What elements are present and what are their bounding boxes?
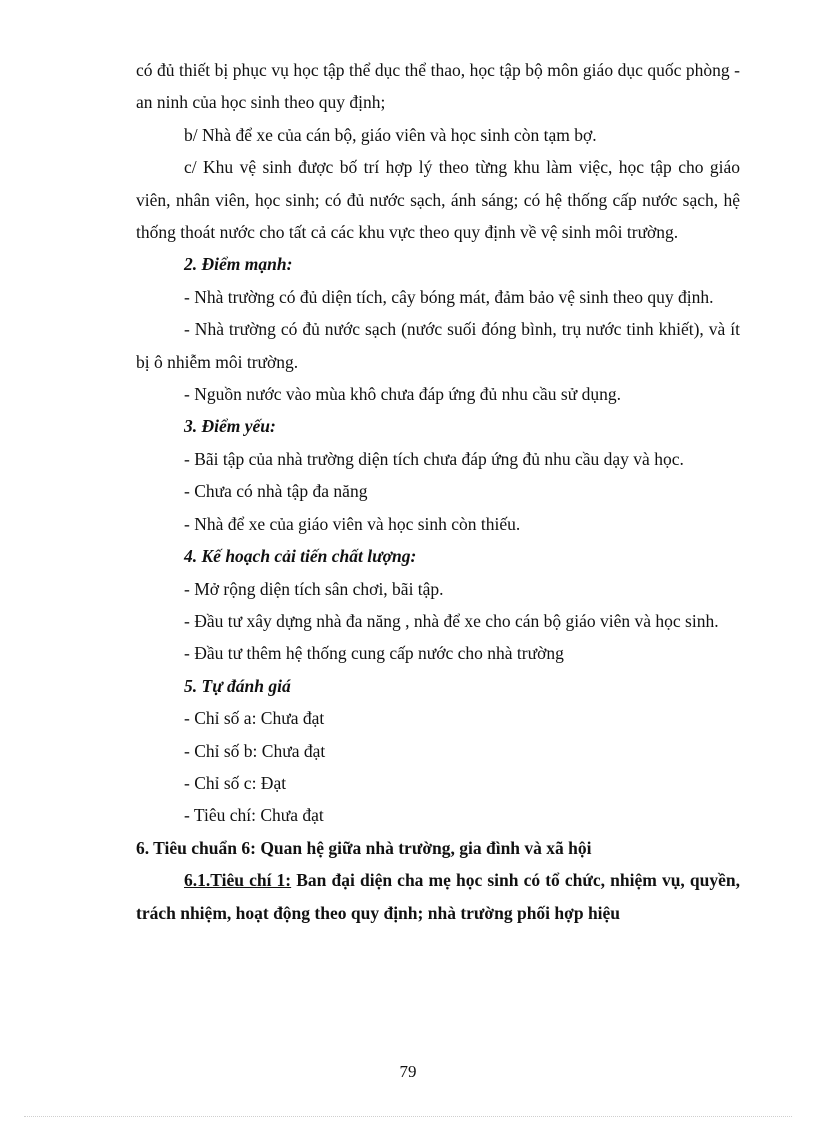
list-item: - Nguồn nước vào mùa khô chưa đáp ứng đủ nhu cầu sử dụng. bbox=[184, 384, 621, 405]
list-item: - Đầu tư thêm hệ thống cung cấp nước cho nhà trường bbox=[184, 643, 564, 664]
list-item: - Chỉ số b: Chưa đạt bbox=[184, 740, 326, 761]
criterion-text: Ban đại diện cha mẹ học sinh có tổ chức, nhiệm vụ, quyền, trách nhiệm, hoạt động theo quy định; nhà trường phối hợp hiệu bbox=[136, 870, 740, 923]
list-item: - Đầu tư xây dựng nhà đa năng , nhà để xe cho cán bộ giáo viên và học sinh. bbox=[184, 610, 719, 631]
list-item: - Chỉ số a: Chưa đạt bbox=[184, 708, 325, 729]
paragraph: b/ Nhà để xe của cán bộ, giáo viên và học sinh còn tạm bợ. bbox=[184, 124, 597, 145]
list-item: - Bãi tập của nhà trường diện tích chưa đáp ứng đủ nhu cầu dạy và học. bbox=[184, 448, 684, 469]
paragraph: có đủ thiết bị phục vụ học tập thể dục thể thao, học tập bộ môn giáo dục quốc phòng - an ninh của học sinh theo quy định; bbox=[136, 60, 740, 113]
section-heading-self-assessment: 5. Tự đánh giá bbox=[184, 675, 291, 696]
page-number: 79 bbox=[399, 1062, 417, 1081]
page-body bbox=[136, 54, 740, 929]
list-item: - Nhà trường có đủ diện tích, cây bóng mát, đảm bảo vệ sinh theo quy định. bbox=[184, 286, 714, 307]
criterion-paragraph bbox=[136, 864, 740, 929]
list-item: - Chưa có nhà tập đa năng bbox=[184, 481, 368, 502]
list-item: - Tiêu chí: Chưa đạt bbox=[184, 805, 324, 826]
standard-6-heading: 6. Tiêu chuẩn 6: Quan hệ giữa nhà trường, gia đình và xã hội bbox=[136, 837, 592, 858]
paragraph: c/ Khu vệ sinh được bố trí hợp lý theo từng khu làm việc, học tập cho giáo viên, nhân viên, học sinh; có đủ nước sạch, ánh sáng; có hệ thống cấp nước sạch, hệ thống thoát nước cho tất cả các khu vực theo quy định về vệ sinh môi trường. bbox=[136, 157, 740, 243]
list-item: - Chỉ số c: Đạt bbox=[184, 772, 287, 793]
footer-divider bbox=[24, 1116, 792, 1117]
list-item: - Nhà trường có đủ nước sạch (nước suối đóng bình, trụ nước tinh khiết), và ít bị ô nhiễm môi trường. bbox=[136, 319, 740, 372]
list-item: - Nhà để xe của giáo viên và học sinh còn thiếu. bbox=[184, 513, 521, 534]
section-heading-weaknesses: 3. Điểm yếu: bbox=[184, 416, 276, 437]
criterion-label: 6.1.Tiêu chí 1: bbox=[184, 870, 292, 891]
section-heading-improvement-plan: 4. Kế hoạch cải tiến chất lượng: bbox=[184, 546, 417, 567]
list-item: - Mở rộng diện tích sân chơi, bãi tập. bbox=[184, 578, 444, 599]
section-heading-strengths: 2. Điểm mạnh: bbox=[184, 254, 293, 275]
